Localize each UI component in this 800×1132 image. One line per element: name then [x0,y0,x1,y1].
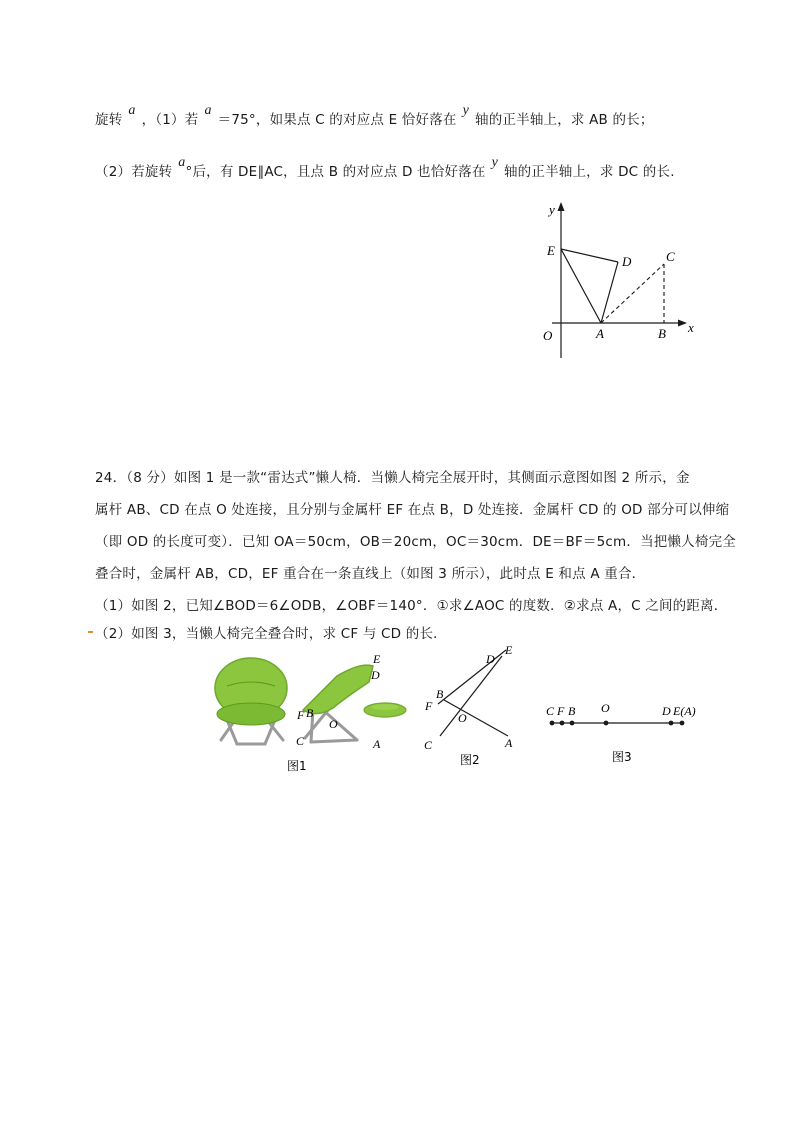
var-y: y [491,155,498,170]
chair-front-seat-cushion [217,703,285,725]
fig2-label-A: A [505,736,513,750]
fig3-label-F: F [557,704,565,718]
label-D: D [622,254,632,269]
label-x: x [688,320,694,335]
folded-pad-top [371,704,399,710]
q23-line-1 [95,103,654,129]
fig1-label-D: D [371,668,380,682]
segment-ED [561,249,618,262]
q24-line-3: （即 OD 的长度可变）．已知 OA＝50cm，OB＝20cm，OC＝30cm．DE＝BF＝5cm．当把懒人椅完全 [95,534,736,550]
label-E: E [547,243,555,258]
fig1-label-E: E [373,652,381,666]
fig1-label-F: F [297,708,305,722]
fig2-caption: 图2 [460,753,480,767]
point-F [560,721,565,726]
point-O [604,721,609,726]
label-A: A [596,326,604,341]
q24-line-2: 属杆 AB、CD 在点 O 处连接，且分别与金属杆 EF 在点 B，D 处连接．金属杆 CD 的 OD 部分可以伸缩 [95,502,730,518]
q23-l1-seg2: ，（1）若 [141,112,199,128]
fig1-label-C: C [296,734,305,748]
segment-DA [601,262,618,323]
chair-side-cushion [303,665,373,713]
label-B: B [658,326,666,341]
fig2-label-E: E [505,643,513,657]
var-a: a [178,155,186,170]
var-y: y [462,103,470,118]
point-E-A [680,721,685,726]
fig3-label-EA: E(A) [673,704,696,718]
fig2-label-D: D [486,652,495,666]
y-axis-arrow [558,202,565,211]
q24-line-5: （1）如图 2，已知∠BOD＝6∠ODB，∠OBF＝140°．①求∠AOC 的度数．②求点 A，C 之间的距离． [95,598,728,614]
fig2-label-F: F [425,699,433,713]
fig3-label-O: O [601,701,610,715]
fig3-caption: 图3 [612,750,632,764]
q24-line-6: （2）如图 3，当懒人椅完全叠合时，求 CF 与 CD 的长． [95,626,447,642]
segment-AC-dashed [601,264,664,323]
fig2-side-schematic [418,640,528,770]
label-O: O [543,328,553,343]
label-C: C [666,249,675,264]
fig1-label-B: B [306,706,314,720]
var-a: a [128,103,136,118]
q23-line-2 [95,155,675,181]
q24-line-1: 24．（8 分）如图 1 是一款“雷达式”懒人椅．当懒人椅完全展开时，其侧面示意图如图 2 所示，金 [95,470,690,486]
fig2-label-C: C [424,738,433,752]
fig1-label-O: O [329,717,338,731]
fig1-chair-photos [205,648,420,773]
q23-l1-seg1: 旋转 [95,112,123,128]
fig2-label-B: B [436,687,444,701]
q23-coordinate-figure [530,198,710,363]
label-y: y [549,202,555,217]
var-a: a [204,103,212,118]
q23-l1-seg4: 轴的正半轴上，求 AB 的长； [475,112,654,128]
margin-mark [88,631,93,633]
rod-EF [438,650,506,704]
fig3-label-B: B [568,704,576,718]
fig3-label-C: C [546,704,555,718]
x-axis-arrow [678,320,687,327]
fig1-label-A: A [373,737,381,751]
segment-EA [561,249,601,323]
q24-line-4: 叠合时，金属杆 AB，CD，EF 重合在一条直线上（如图 3 所示），此时点 E 和点 A 重合． [95,566,646,582]
point-D [669,721,674,726]
fig3-label-D: D [662,704,671,718]
fig2-label-O: O [458,711,467,725]
q23-l2-seg2: °后，有 DE∥AC，且点 B 的对应点 D 也恰好落在 [185,164,486,180]
fig1-caption: 图1 [287,759,307,773]
point-B [570,721,575,726]
point-C [550,721,555,726]
q23-l2-seg1: （2）若旋转 [95,164,173,180]
q23-l2-seg3: 轴的正半轴上，求 DC 的长. [503,164,675,180]
fig3-folded-line [540,695,715,770]
q23-l1-seg3: ＝75°，如果点 C 的对应点 E 恰好落在 [217,112,457,128]
rod-CD [440,656,502,736]
